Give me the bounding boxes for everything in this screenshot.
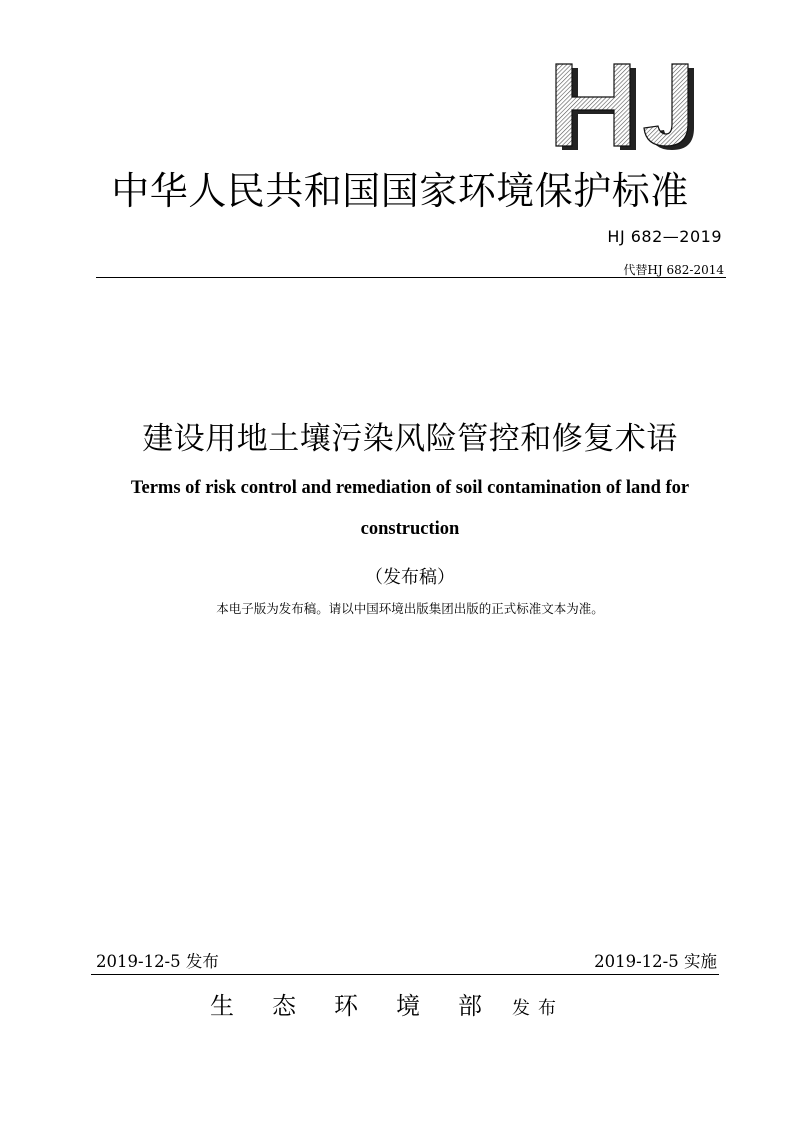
organization-title: 中华人民共和国国家环境保护标准 — [111, 169, 689, 213]
document-title-chinese: 建设用地土壤污染风险管控和修复术语 — [142, 421, 678, 457]
publisher — [210, 986, 564, 1021]
document-title-english-line2: construction — [360, 519, 460, 539]
issue-date: 2019-12-5 发布 — [96, 952, 219, 971]
publisher-name: 生态环境部 — [210, 992, 520, 1020]
replaces-standard: 代替HJ 682-2014 — [623, 263, 724, 277]
header-divider — [96, 277, 726, 278]
draft-label: （发布稿） — [365, 567, 455, 588]
edition-note: 本电子版为发布稿。请以中国环境出版集团出版的正式标准文本为准。 — [216, 601, 604, 616]
hj-logo — [552, 62, 722, 152]
publisher-suffix: 发布 — [512, 998, 564, 1019]
document-title-english-line1: Terms of risk control and remediation of soil contamination of land for — [130, 478, 690, 498]
standard-code: HJ 682—2019 — [607, 227, 722, 246]
implementation-date: 2019-12-5 实施 — [594, 952, 717, 971]
footer-divider — [91, 974, 719, 975]
